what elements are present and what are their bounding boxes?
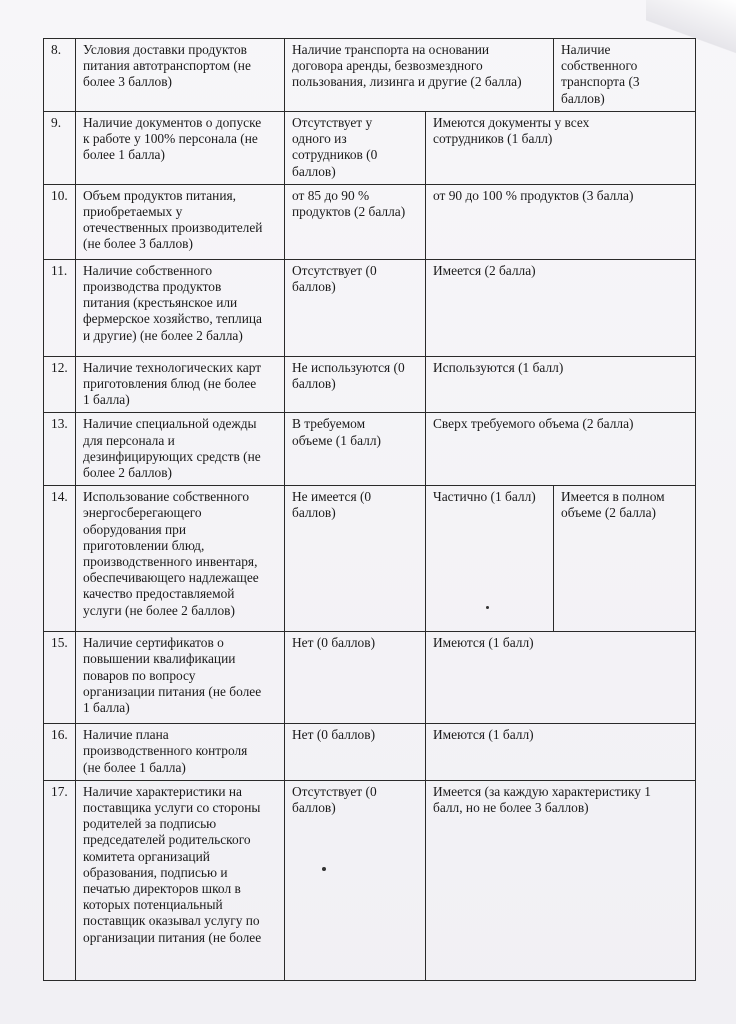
score-option-cell: Нет (0 баллов): [285, 632, 426, 724]
score-option-cell: Имеются документы у всех сотрудников (1 балл): [426, 112, 696, 185]
criterion-cell: Объем продуктов питания, приобретаемых у отечественных производителей (не более 3 баллов): [76, 184, 285, 259]
score-option-cell: от 90 до 100 % продуктов (3 балла): [426, 184, 696, 259]
table-row: [44, 780, 696, 980]
row-number: 8.: [44, 39, 76, 112]
score-option-cell: Имеется в полном объеме (2 балла): [554, 486, 696, 632]
score-option-cell: Отсутствует (0 баллов): [285, 259, 426, 356]
scan-speck: [322, 867, 326, 871]
score-option-cell: Сверх требуемого объема (2 балла): [426, 413, 696, 486]
score-option-cell: Наличие транспорта на основании договора аренды, безвозмездного пользования, лизинга и другие (2 балла): [285, 39, 554, 112]
table-row: [44, 413, 696, 486]
table-row: [44, 184, 696, 259]
criterion-cell: Наличие специальной одежды для персонала и дезинфицирующих средств (не более 2 баллов): [76, 413, 285, 486]
row-number: 15.: [44, 632, 76, 724]
criterion-cell: Наличие характеристики на поставщика услуги со стороны родителей за подписью председателей родительского комитета организаций образования, подписью и печатью директоров школ в которых потенциальный поставщик оказывал услугу по организации питания (не более: [76, 780, 285, 980]
criterion-cell: Наличие документов о допуске к работе у 100% персонала (не более 1 балла): [76, 112, 285, 185]
score-option-cell: Отсутствует (0 баллов): [285, 780, 426, 980]
score-option-cell: Имеются (1 балл): [426, 632, 696, 724]
score-option-cell: Наличие собственного транспорта (3 баллов): [554, 39, 696, 112]
score-option-cell: Имеются (1 балл): [426, 724, 696, 781]
table-row: [44, 724, 696, 781]
criterion-cell: Наличие технологических карт приготовления блюд (не более 1 балла): [76, 356, 285, 413]
table-row: [44, 356, 696, 413]
table-row: [44, 486, 696, 632]
criterion-cell: Использование собственного энергосберегающего оборудования при приготовлении блюд, производственного инвентаря, обеспечивающего надлежащее качество предоставляемой услуги (не более 2 баллов): [76, 486, 285, 632]
score-option-cell: Частично (1 балл): [426, 486, 554, 632]
score-option-cell: от 85 до 90 % продуктов (2 балла): [285, 184, 426, 259]
score-option-cell: Не имеется (0 баллов): [285, 486, 426, 632]
score-option-cell: Нет (0 баллов): [285, 724, 426, 781]
criterion-cell: Наличие плана производственного контроля (не более 1 балла): [76, 724, 285, 781]
table-row: [44, 112, 696, 185]
score-option-cell: Используются (1 балл): [426, 356, 696, 413]
table-row: [44, 632, 696, 724]
criterion-cell: Наличие собственного производства продуктов питания (крестьянское или фермерское хозяйство, теплица и другие) (не более 2 балла): [76, 259, 285, 356]
row-number: 16.: [44, 724, 76, 781]
criterion-cell: Условия доставки продуктов питания автотранспортом (не более 3 баллов): [76, 39, 285, 112]
row-number: 13.: [44, 413, 76, 486]
table-row: [44, 39, 696, 112]
criterion-cell: Наличие сертификатов о повышении квалификации поваров по вопросу организации питания (не более 1 балла): [76, 632, 285, 724]
row-number: 9.: [44, 112, 76, 185]
score-option-cell: Имеется (2 балла): [426, 259, 696, 356]
row-number: 17.: [44, 780, 76, 980]
row-number: 14.: [44, 486, 76, 632]
scan-speck: [486, 606, 489, 609]
score-option-cell: Имеется (за каждую характеристику 1 балл, но не более 3 баллов): [426, 780, 696, 980]
criteria-table: [43, 38, 696, 981]
row-number: 10.: [44, 184, 76, 259]
row-number: 12.: [44, 356, 76, 413]
score-option-cell: Не используются (0 баллов): [285, 356, 426, 413]
score-option-cell: Отсутствует у одного из сотрудников (0 баллов): [285, 112, 426, 185]
score-option-cell: В требуемом объеме (1 балл): [285, 413, 426, 486]
row-number: 11.: [44, 259, 76, 356]
table-row: [44, 259, 696, 356]
